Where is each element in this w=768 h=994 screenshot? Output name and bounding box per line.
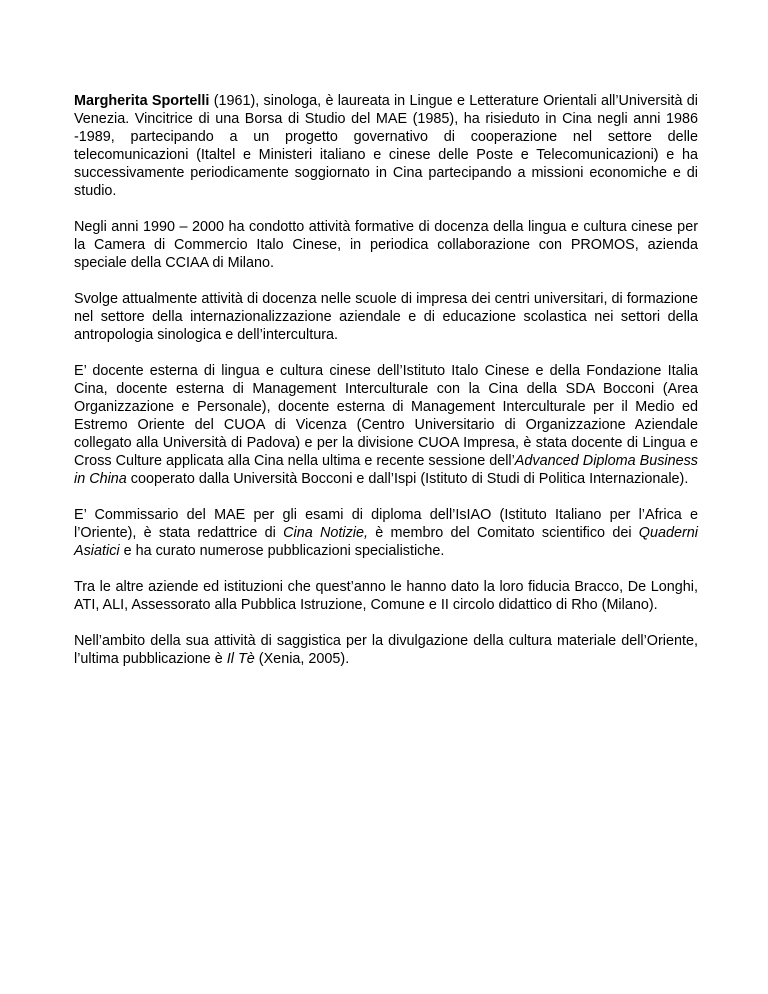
paragraph-text: (1961), sinologa, è laureata in Lingue e Letterature Orientali all’Università di Venezia. Vincitrice di una Borsa di Studio del MAE (1985), ha risieduto in Cina negli anni 1986 -1989, partecipando a un progetto governativo di cooperazione nel settore delle telecomunicazioni (Italtel e Ministeri italiano e cinese delle Poste e Telecomunicazioni) e ha successivamente periodicamente soggiornato in Cina partecipando a missioni economiche e di studio. [74, 93, 698, 199]
author-name: Margherita Sportelli [74, 93, 210, 109]
bio-paragraph-5 [74, 506, 698, 560]
paragraph-text: E’ Commissario del MAE per gli esami di diploma dell’IsIAO (Istituto Italiano per l’Africa e l’Oriente), è stata redattrice di [74, 507, 698, 541]
bio-paragraph-2 [74, 218, 698, 272]
bio-paragraph-3 [74, 290, 698, 344]
paragraph-text: (Xenia, 2005). [254, 651, 350, 667]
paragraph-text: Negli anni 1990 – 2000 ha condotto attività formative di docenza della lingua e cultura cinese per la Camera di Commercio Italo Cinese, in periodica collaborazione con PROMOS, azienda speciale della CCIAA di Milano. [74, 219, 698, 271]
bio-paragraph-6 [74, 578, 698, 614]
paragraph-text: cooperato dalla Università Bocconi e dall’Ispi (Istituto di Studi di Politica Internazionale). [126, 471, 689, 487]
paragraph-text: Tra le altre aziende ed istituzioni che quest’anno le hanno dato la loro fiducia Bracco, De Longhi, ATI, ALI, Assessorato alla Pubblica Istruzione, Comune e II circolo didattico di Rho (Milano). [74, 579, 698, 613]
publication-title: Cina Notizie, [283, 525, 368, 541]
paragraph-text: Nell’ambito della sua attività di saggistica per la divulgazione della cultura materiale dell’Oriente, l’ultima pubblicazione è [74, 633, 698, 667]
paragraph-text: e ha curato numerose pubblicazioni specialistiche. [119, 543, 445, 559]
bio-paragraph-7 [74, 632, 698, 668]
book-title: Il Tè [226, 651, 255, 667]
paragraph-text: è membro del Comitato scientifico dei [367, 525, 639, 541]
paragraph-text: Svolge attualmente attività di docenza nelle scuole di impresa dei centri universitari, di formazione nel settore della internazionalizzazione aziendale e di educazione scolastica nei settori della antropologia sinologica e dell’intercultura. [74, 291, 698, 343]
paragraph-text: E’ docente esterna di lingua e cultura cinese dell’Istituto Italo Cinese e della Fondazione Italia Cina, docente esterna di Management Interculturale con la Cina della SDA Bocconi (Area Organizzazione e Personale), docente esterna di Management Interculturale per il Medio ed Estremo Oriente del CUOA di Vicenza (Centro Universitario di Organizzazione Aziendale collegato alla Università di Padova) e per la divisione CUOA Impresa, è stata docente di Lingua e Cross Culture applicata alla Cina nella ultima e recente sessione dell’ [74, 363, 698, 469]
document-page [74, 92, 698, 686]
diploma-title: Advanced Diploma Business in China [74, 453, 698, 487]
publication-title: Quaderni Asiatici [74, 525, 698, 559]
bio-paragraph-1 [74, 92, 698, 200]
bio-paragraph-4 [74, 362, 698, 488]
